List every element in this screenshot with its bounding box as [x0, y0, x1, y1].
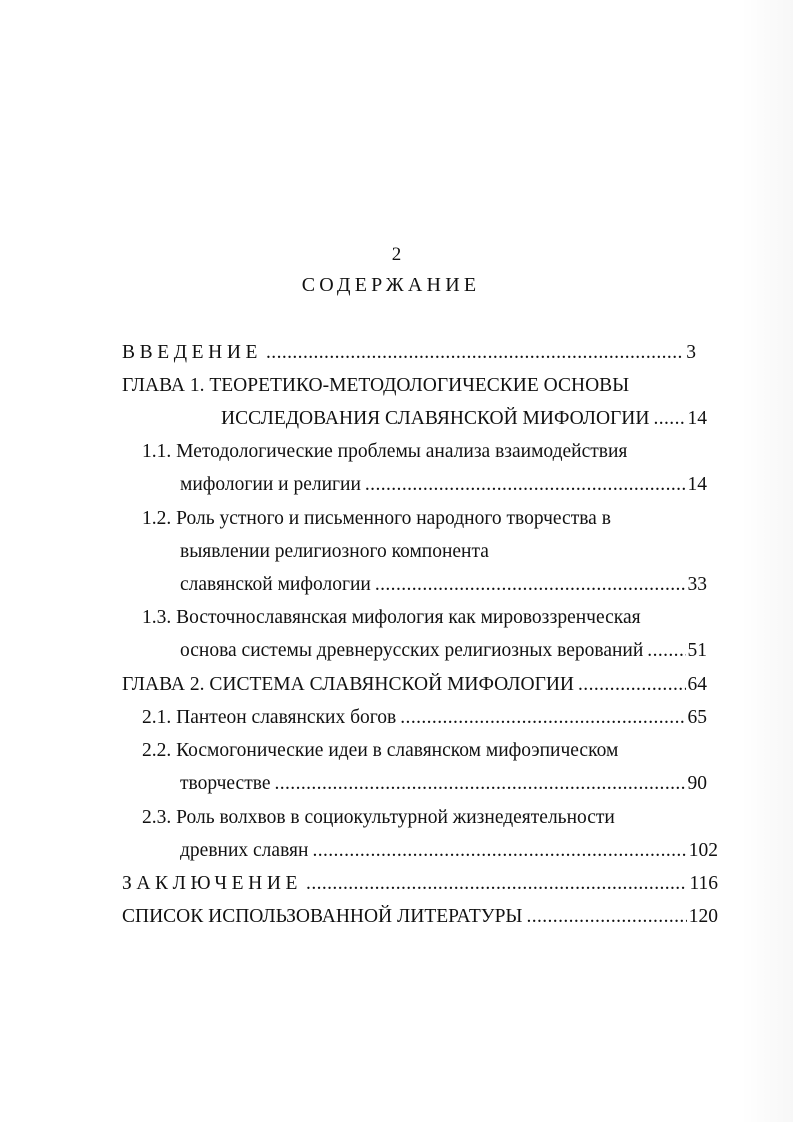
section-title: Космогонические идеи в славянском мифоэпическом [176, 740, 619, 761]
toc-page-number: 14 [687, 408, 707, 429]
toc-entry-label: древних славян [180, 840, 309, 861]
section-number: 2.3. [142, 807, 172, 828]
toc-entry-label: ГЛАВА 2. СИСТЕМА СЛАВЯНСКОЙ МИФОЛОГИИ [122, 674, 575, 695]
scan-edge-shade [740, 0, 793, 1122]
toc-entry-conclusion [122, 871, 718, 897]
toc-section-2-3-heading [142, 805, 615, 831]
toc-entry-bibliography [122, 904, 718, 930]
toc-page-number: 14 [687, 474, 707, 495]
toc-page-number: 51 [687, 640, 707, 661]
toc-page-number: 3 [686, 342, 696, 363]
toc-page-number: 116 [689, 873, 718, 894]
toc-entry-section-2-1 [142, 705, 707, 731]
dot-leader [274, 771, 685, 797]
toc-title: СОДЕРЖАНИЕ [301, 274, 481, 296]
section-number: 2.2. [142, 740, 172, 761]
toc-entry-section-2-2 [180, 771, 707, 797]
section-number: 1.2. [142, 508, 172, 529]
toc-page-number: 65 [687, 707, 707, 728]
section-title: Восточнославянская мифология как мировоззренческая [176, 607, 641, 628]
section-number: 2.1. [142, 707, 172, 728]
toc-entry-label: творчестве [180, 773, 271, 794]
toc-entry-section-2-3 [180, 838, 718, 864]
toc-section-1-2-line2: выявлении религиозного компонента [180, 541, 489, 562]
section-number: 1.3. [142, 607, 172, 628]
dot-leader [312, 838, 686, 864]
toc-entry-label: ИССЛЕДОВАНИЯ СЛАВЯНСКОЙ МИФОЛОГИИ [221, 408, 650, 429]
toc-entry-label: основа системы древнерусских религиозных верований [180, 640, 644, 661]
toc-section-1-1-heading [142, 439, 627, 465]
page-number: 2 [391, 244, 402, 265]
dot-leader [365, 472, 686, 498]
toc-section-1-2-heading [142, 506, 611, 532]
toc-entry-intro [122, 340, 696, 366]
dot-leader [306, 871, 687, 897]
toc-entry-chapter2 [122, 672, 707, 698]
toc-section-1-3-heading [142, 605, 641, 631]
toc-page-number: 102 [688, 840, 718, 861]
toc-entry-label: СПИСОК ИСПОЛЬЗОВАННОЙ ЛИТЕРАТУРЫ [122, 906, 523, 927]
dot-leader [578, 672, 685, 698]
toc-entry-label: мифологии и религии [180, 474, 361, 495]
section-title: Методологические проблемы анализа взаимодействия [176, 441, 628, 462]
toc-page-number: 120 [688, 906, 718, 927]
section-title: Роль волхвов в социокультурной жизнедеятельности [176, 807, 615, 828]
toc-section-2-2-heading [142, 738, 618, 764]
toc-entry-label [142, 705, 396, 731]
toc-entry-section-1-3 [180, 638, 707, 664]
toc-page-number: 33 [687, 574, 707, 595]
section-number: 1.1. [142, 441, 172, 462]
dot-leader [375, 572, 686, 598]
toc-entry-label: ВВЕДЕНИЕ [122, 342, 263, 363]
section-title: Роль устного и письменного народного творчества в [176, 508, 611, 529]
dot-leader [400, 705, 685, 731]
toc-entry-label: славянской мифологии [180, 574, 371, 595]
dot-leader [653, 406, 685, 432]
dot-leader [266, 340, 684, 366]
toc-page-number: 64 [687, 674, 707, 695]
toc-entry-chapter1 [221, 406, 707, 432]
toc-entry-section-1-1 [180, 472, 707, 498]
toc-entry-section-1-2 [180, 572, 707, 598]
dot-leader [526, 904, 686, 930]
toc-page-number: 90 [687, 773, 707, 794]
section-title: Пантеон славянских богов [176, 707, 397, 728]
toc-entry-label: ЗАКЛЮЧЕНИЕ [122, 873, 303, 894]
toc-chapter1-heading: ГЛАВА 1. ТЕОРЕТИКО-МЕТОДОЛОГИЧЕСКИЕ ОСНОВЫ [122, 375, 630, 396]
dot-leader [647, 638, 685, 664]
